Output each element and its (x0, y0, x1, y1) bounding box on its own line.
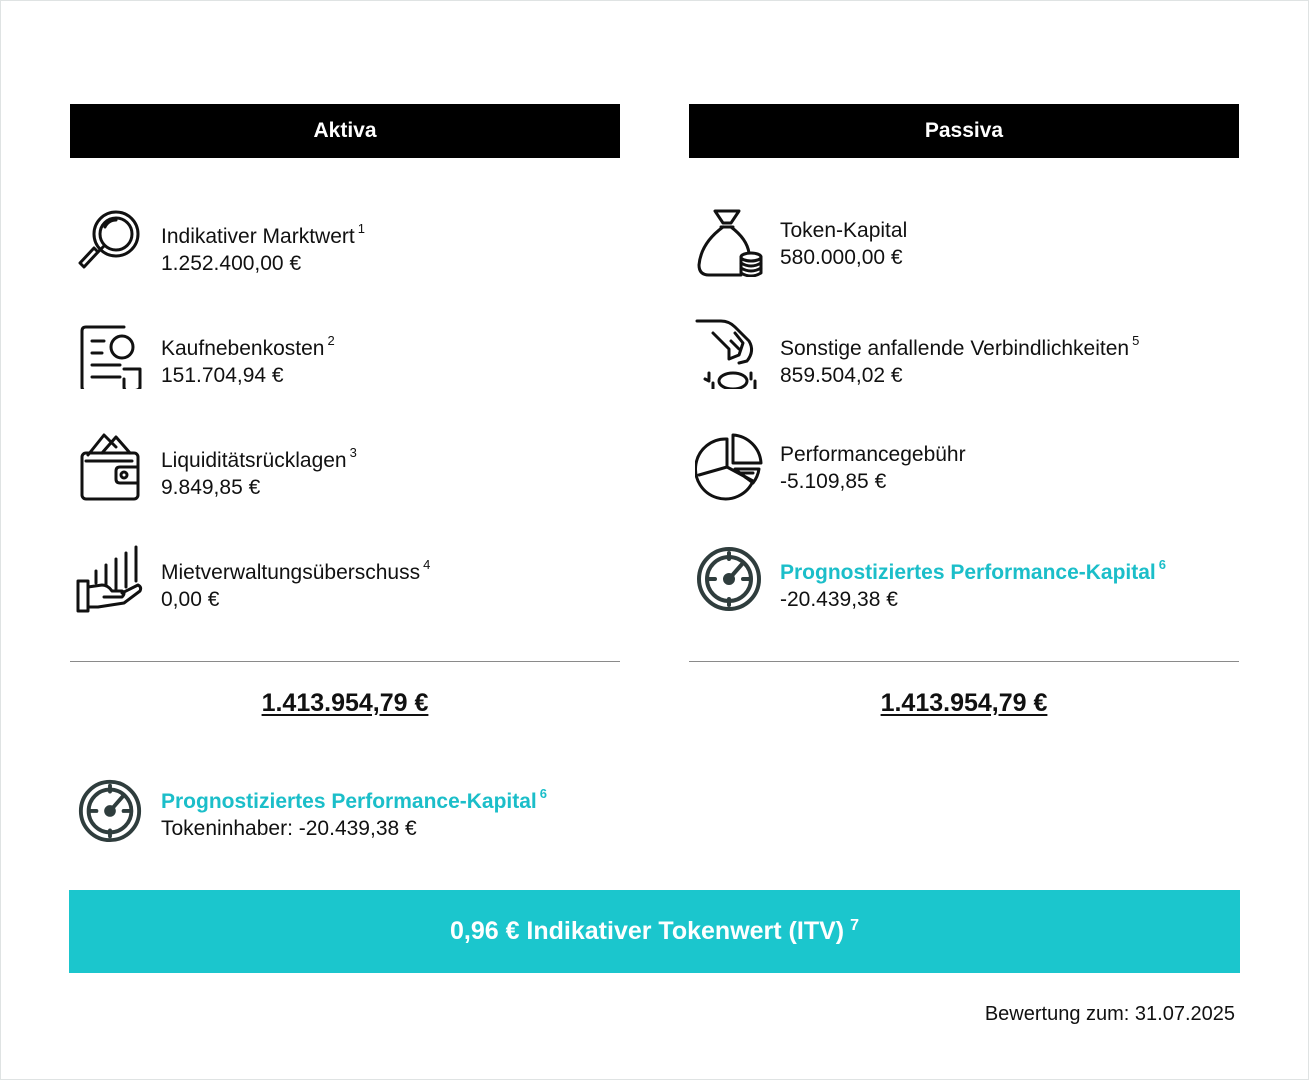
growth-hand-icon (76, 543, 144, 613)
item-label: Indikativer Marktwert (161, 225, 355, 248)
passiva-header (689, 104, 1239, 158)
item-value: 1.252.400,00 € (161, 252, 302, 275)
aktiva-item-mietverwaltung (70, 543, 620, 613)
footnote-marker: 4 (423, 557, 431, 572)
item-value: 859.504,02 € (780, 364, 903, 387)
item-value: 151.704,94 € (161, 364, 284, 387)
footnote-marker: 6 (539, 786, 547, 801)
item-value: 0,00 € (161, 588, 220, 611)
item-value: -20.439,38 € (780, 588, 898, 611)
footnote-marker: 3 (349, 445, 357, 460)
footnote-marker: 7 (850, 916, 859, 934)
aktiva-item-kaufnebenkosten (70, 319, 620, 389)
footnote-marker: 5 (1132, 333, 1140, 348)
aktiva-title: Aktiva (313, 119, 377, 142)
forecast-performance-kapital (70, 772, 670, 842)
item-label: Kaufnebenkosten (161, 337, 325, 360)
passiva-item-performance-kapital (689, 543, 1239, 613)
aktiva-divider (70, 661, 620, 662)
forecast-label: Prognostiziertes Performance-Kapital (161, 790, 537, 813)
item-label: Sonstige anfallende Verbindlichkeiten (780, 337, 1130, 360)
passiva-item-token-kapital (689, 207, 1239, 277)
speedometer-icon (695, 543, 763, 613)
document-icon (76, 319, 144, 389)
aktiva-item-marktwert (70, 207, 620, 277)
forecast-value: Tokeninhaber: -20.439,38 € (161, 817, 417, 840)
magnifier-icon (76, 207, 144, 277)
footnote-marker: 1 (357, 221, 365, 236)
passiva-title: Passiva (924, 119, 1004, 142)
hand-coin-icon (695, 319, 763, 389)
item-label: Mietverwaltungsüberschuss (161, 561, 421, 584)
wallet-icon (76, 431, 144, 501)
passiva-divider (689, 661, 1239, 662)
footnote-marker: 6 (1158, 557, 1166, 572)
item-value: 580.000,00 € (780, 246, 903, 269)
aktiva-column (70, 104, 620, 717)
speedometer-icon (76, 776, 144, 844)
passiva-column (689, 104, 1239, 717)
itv-banner (69, 890, 1240, 973)
passiva-item-performancegebuehr (689, 431, 1239, 501)
pie-chart-icon (695, 431, 763, 501)
money-bag-icon (695, 207, 763, 277)
item-label: Liquiditätsrücklagen (161, 449, 347, 472)
item-label: Prognostiziertes Performance-Kapital (780, 561, 1156, 584)
item-label: Token-Kapital (780, 219, 908, 242)
footnote-marker: 2 (327, 333, 335, 348)
aktiva-total: 1.413.954,79 € (261, 689, 429, 717)
aktiva-header (70, 104, 620, 158)
valuation-date: Bewertung zum: 31.07.2025 (984, 1003, 1235, 1025)
passiva-item-verbindlichkeiten (689, 319, 1239, 389)
itv-text: 0,96 € Indikativer Tokenwert (ITV) (449, 917, 845, 945)
item-value: 9.849,85 € (161, 476, 261, 499)
aktiva-item-liquiditaet (70, 431, 620, 501)
item-value: -5.109,85 € (780, 470, 887, 493)
item-label: Performancegebühr (780, 443, 966, 466)
passiva-total: 1.413.954,79 € (880, 689, 1048, 717)
